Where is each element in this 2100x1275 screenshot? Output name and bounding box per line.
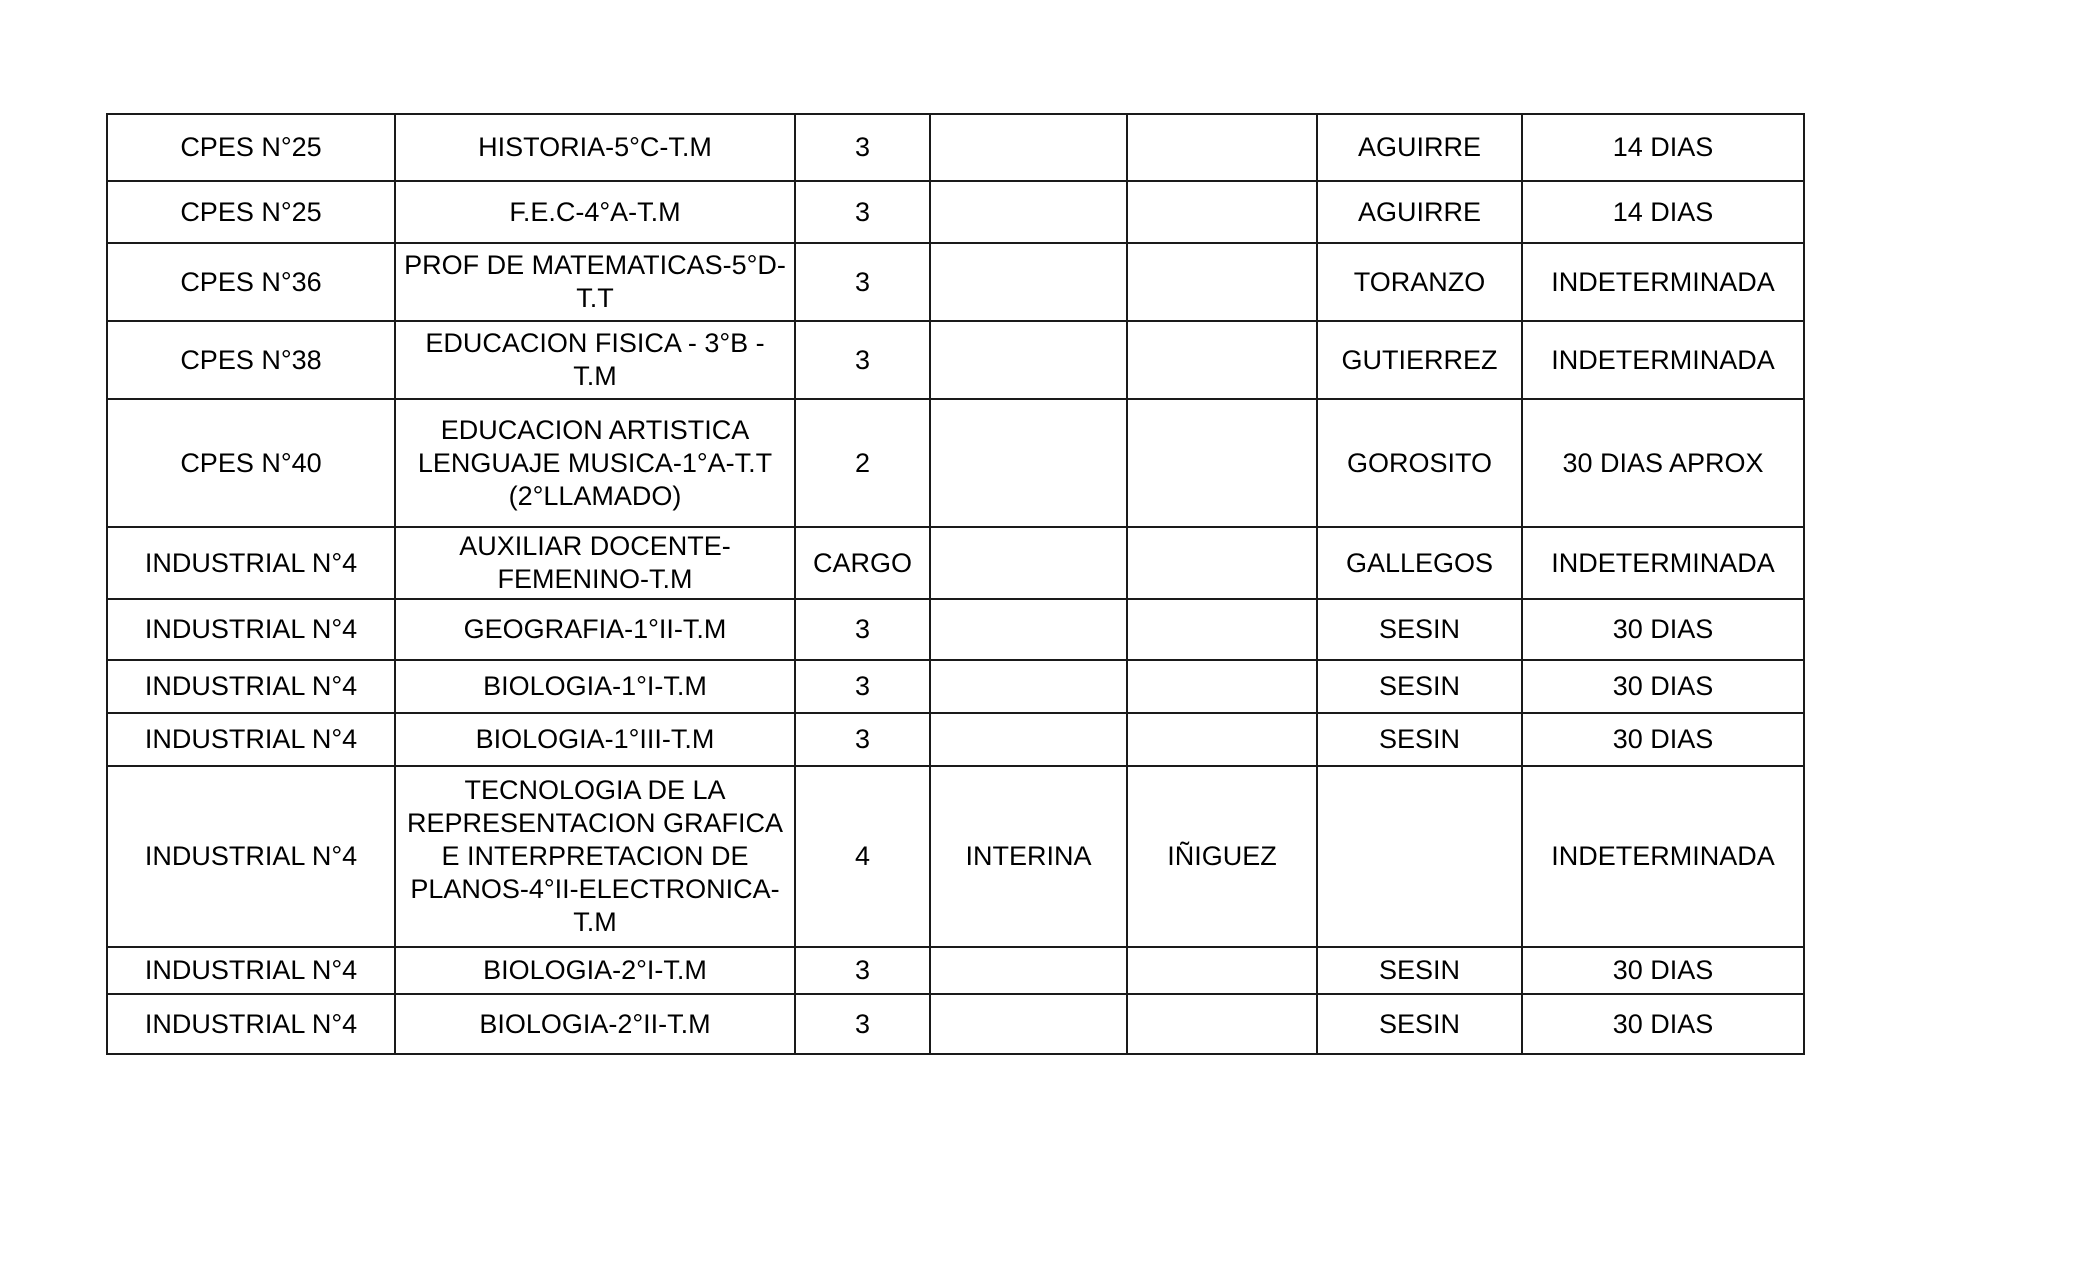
holder-cell <box>1127 114 1317 181</box>
subject-cell: F.E.C-4°A-T.M <box>395 181 795 243</box>
table-body <box>107 114 1804 1054</box>
status-cell: INTERINA <box>930 766 1127 947</box>
replacing-cell: SESIN <box>1317 660 1522 713</box>
subject-cell: PROF DE MATEMATICAS-5°D-T.T <box>395 243 795 321</box>
hours-cell: 2 <box>795 399 930 527</box>
table-row <box>107 181 1804 243</box>
status-cell <box>930 243 1127 321</box>
hours-cell: 3 <box>795 947 930 994</box>
school-cell: INDUSTRIAL N°4 <box>107 527 395 599</box>
replacing-cell: AGUIRRE <box>1317 181 1522 243</box>
duration-cell: 30 DIAS <box>1522 947 1804 994</box>
subject-cell: GEOGRAFIA-1°II-T.M <box>395 599 795 660</box>
table-row <box>107 527 1804 599</box>
replacing-cell: GUTIERREZ <box>1317 321 1522 399</box>
holder-cell <box>1127 527 1317 599</box>
hours-cell: 3 <box>795 660 930 713</box>
duration-cell: INDETERMINADA <box>1522 527 1804 599</box>
holder-cell <box>1127 243 1317 321</box>
school-cell: CPES N°25 <box>107 114 395 181</box>
hours-cell: 3 <box>795 114 930 181</box>
duration-cell: INDETERMINADA <box>1522 243 1804 321</box>
hours-cell: CARGO <box>795 527 930 599</box>
school-cell: CPES N°40 <box>107 399 395 527</box>
duration-cell: 30 DIAS APROX <box>1522 399 1804 527</box>
hours-cell: 3 <box>795 181 930 243</box>
holder-cell <box>1127 599 1317 660</box>
table-row <box>107 321 1804 399</box>
status-cell <box>930 947 1127 994</box>
replacing-cell: SESIN <box>1317 947 1522 994</box>
table-row <box>107 766 1804 947</box>
hours-cell: 4 <box>795 766 930 947</box>
status-cell <box>930 181 1127 243</box>
hours-cell: 3 <box>795 994 930 1054</box>
replacing-cell: AGUIRRE <box>1317 114 1522 181</box>
status-cell <box>930 527 1127 599</box>
status-cell <box>930 321 1127 399</box>
replacing-cell: SESIN <box>1317 713 1522 766</box>
school-cell: INDUSTRIAL N°4 <box>107 766 395 947</box>
school-cell: CPES N°38 <box>107 321 395 399</box>
duration-cell: INDETERMINADA <box>1522 766 1804 947</box>
table-row <box>107 599 1804 660</box>
subject-cell: TECNOLOGIA DE LA REPRESENTACION GRAFICA E INTERPRETACION DE PLANOS-4°II-ELECTRONICA-T.M <box>395 766 795 947</box>
school-cell: INDUSTRIAL N°4 <box>107 713 395 766</box>
subject-cell: BIOLOGIA-1°I-T.M <box>395 660 795 713</box>
status-cell <box>930 114 1127 181</box>
status-cell <box>930 660 1127 713</box>
duration-cell: 30 DIAS <box>1522 599 1804 660</box>
status-cell <box>930 399 1127 527</box>
replacing-cell: SESIN <box>1317 599 1522 660</box>
school-cell: INDUSTRIAL N°4 <box>107 660 395 713</box>
subject-cell: AUXILIAR DOCENTE-FEMENINO-T.M <box>395 527 795 599</box>
duration-cell: 30 DIAS <box>1522 713 1804 766</box>
vacancies-table <box>106 113 1805 1055</box>
duration-cell: 14 DIAS <box>1522 181 1804 243</box>
replacing-cell <box>1317 766 1522 947</box>
school-cell: INDUSTRIAL N°4 <box>107 599 395 660</box>
duration-cell: 30 DIAS <box>1522 994 1804 1054</box>
duration-cell: 14 DIAS <box>1522 114 1804 181</box>
duration-cell: 30 DIAS <box>1522 660 1804 713</box>
document-page <box>106 113 1805 1055</box>
table-row <box>107 713 1804 766</box>
holder-cell <box>1127 181 1317 243</box>
holder-cell <box>1127 713 1317 766</box>
replacing-cell: SESIN <box>1317 994 1522 1054</box>
hours-cell: 3 <box>795 713 930 766</box>
hours-cell: 3 <box>795 599 930 660</box>
holder-cell <box>1127 994 1317 1054</box>
status-cell <box>930 713 1127 766</box>
table-row <box>107 994 1804 1054</box>
holder-cell <box>1127 947 1317 994</box>
table-row <box>107 947 1804 994</box>
subject-cell: EDUCACION ARTISTICA LENGUAJE MUSICA-1°A-T.T (2°LLAMADO) <box>395 399 795 527</box>
status-cell <box>930 994 1127 1054</box>
subject-cell: BIOLOGIA-2°II-T.M <box>395 994 795 1054</box>
subject-cell: BIOLOGIA-1°III-T.M <box>395 713 795 766</box>
table-row <box>107 114 1804 181</box>
school-cell: INDUSTRIAL N°4 <box>107 994 395 1054</box>
replacing-cell: GALLEGOS <box>1317 527 1522 599</box>
table-row <box>107 399 1804 527</box>
subject-cell: HISTORIA-5°C-T.M <box>395 114 795 181</box>
table-row <box>107 243 1804 321</box>
school-cell: INDUSTRIAL N°4 <box>107 947 395 994</box>
replacing-cell: TORANZO <box>1317 243 1522 321</box>
subject-cell: EDUCACION FISICA - 3°B - T.M <box>395 321 795 399</box>
holder-cell <box>1127 399 1317 527</box>
duration-cell: INDETERMINADA <box>1522 321 1804 399</box>
holder-cell: IÑIGUEZ <box>1127 766 1317 947</box>
table-row <box>107 660 1804 713</box>
replacing-cell: GOROSITO <box>1317 399 1522 527</box>
hours-cell: 3 <box>795 321 930 399</box>
subject-cell: BIOLOGIA-2°I-T.M <box>395 947 795 994</box>
hours-cell: 3 <box>795 243 930 321</box>
holder-cell <box>1127 321 1317 399</box>
holder-cell <box>1127 660 1317 713</box>
school-cell: CPES N°25 <box>107 181 395 243</box>
school-cell: CPES N°36 <box>107 243 395 321</box>
status-cell <box>930 599 1127 660</box>
